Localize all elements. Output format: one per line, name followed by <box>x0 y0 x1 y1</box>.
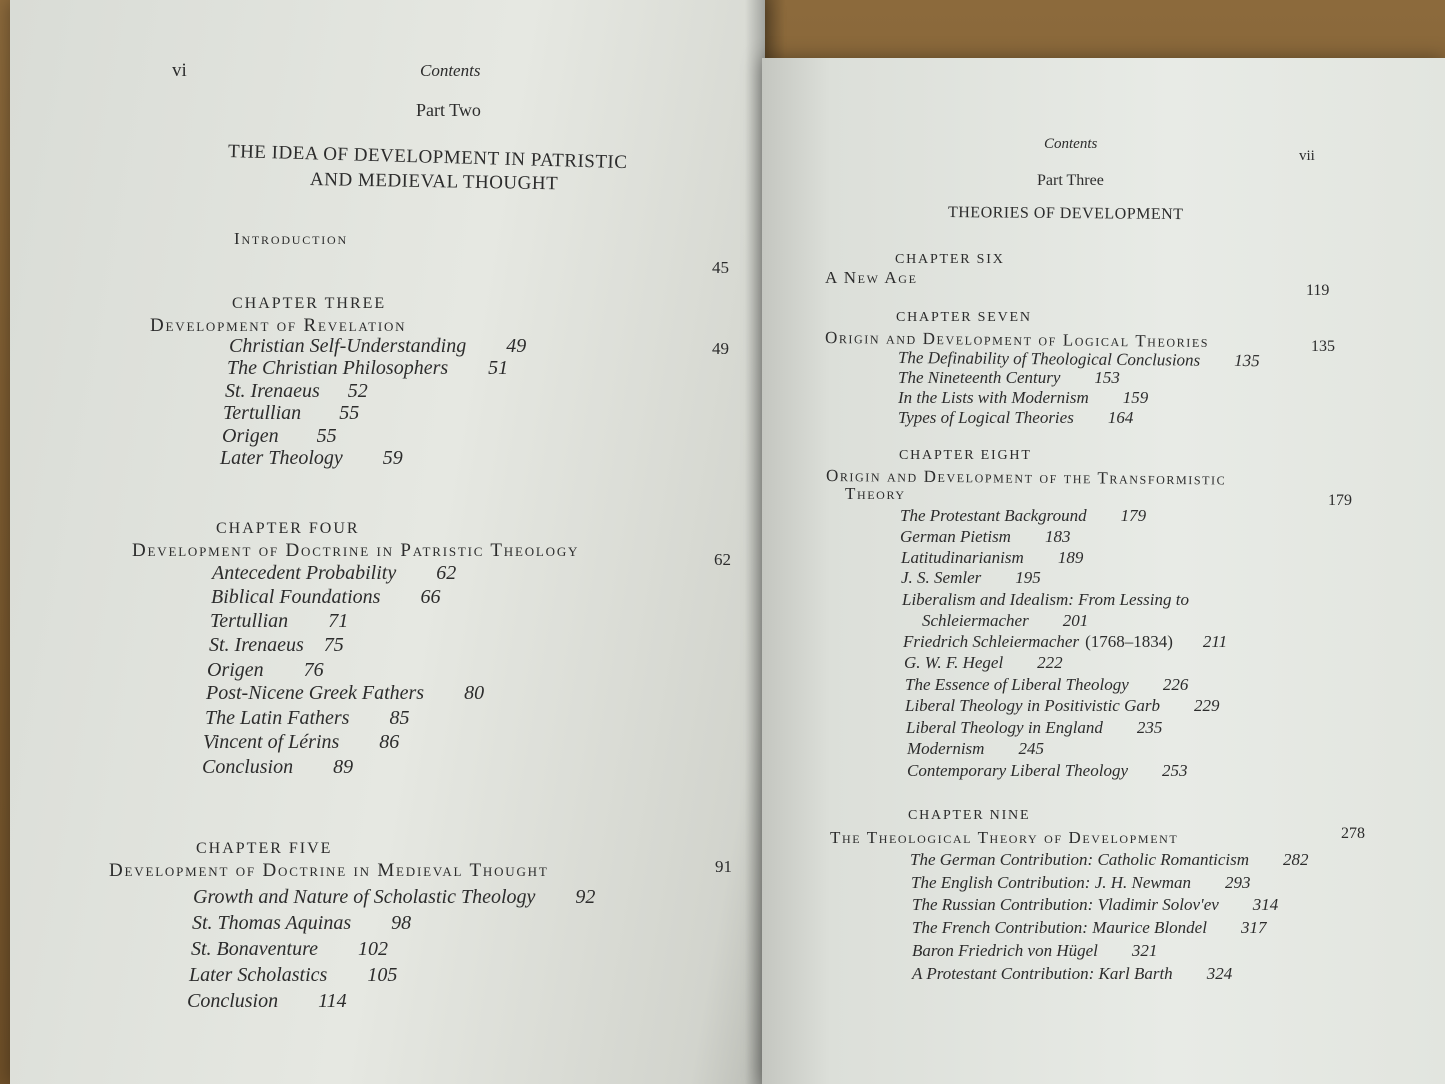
entry-page: 80 <box>464 682 485 704</box>
entry-title: The Nineteenth Century <box>898 368 1061 387</box>
chapter-page: 62 <box>714 550 731 569</box>
entry-page: 51 <box>488 357 509 379</box>
entry-title: In the Lists with Modernism <box>898 388 1089 407</box>
toc-entry <box>212 562 456 585</box>
entry-page: 86 <box>379 731 400 753</box>
chapter-label: CHAPTER FIVE <box>196 840 333 857</box>
entry-page: 324 <box>1206 964 1233 983</box>
toc-entry <box>229 335 526 358</box>
entry-page: 195 <box>1015 568 1041 587</box>
toc-entry-continuation <box>922 611 1088 631</box>
chapter-label: CHAPTER SEVEN <box>896 310 1032 325</box>
entry-page: 98 <box>391 912 412 934</box>
entry-title: A Protestant Contribution: Karl Barth <box>912 964 1173 983</box>
chapter-label: CHAPTER NINE <box>908 808 1031 823</box>
entry-page: 317 <box>1240 918 1267 937</box>
introduction-label: Introduction <box>234 229 348 248</box>
chapter-label: CHAPTER FOUR <box>216 520 360 537</box>
entry-page: 314 <box>1252 895 1279 914</box>
entry-title: The Essence of Liberal Theology <box>905 675 1129 694</box>
toc-entry <box>907 761 1188 781</box>
entry-page: 62 <box>436 562 457 584</box>
part-title-line1: THE IDEA OF DEVELOPMENT IN PATRISTIC <box>227 141 628 174</box>
entry-title: Conclusion <box>202 756 294 778</box>
entry-title: The Latin Fathers <box>205 707 350 729</box>
entry-title: Biblical Foundations <box>211 586 381 608</box>
entry-title: Tertullian <box>223 402 302 424</box>
entry-page: 92 <box>575 886 596 908</box>
entry-page: 211 <box>1202 632 1228 651</box>
entry-title: Post-Nicene Greek Fathers <box>206 682 425 704</box>
toc-entry <box>202 756 353 779</box>
entry-title: Vincent of Lérins <box>203 731 340 753</box>
right-page <box>762 58 1445 1084</box>
toc-entry <box>900 527 1070 547</box>
chapter-title: The Theological Theory of Development <box>830 828 1179 847</box>
entry-page: 226 <box>1162 675 1189 694</box>
toc-entry <box>902 590 1189 610</box>
introduction-page: 45 <box>712 258 729 277</box>
entry-page: 102 <box>358 938 389 960</box>
toc-entry <box>912 895 1278 915</box>
toc-entry <box>906 718 1162 738</box>
entry-page: 52 <box>347 380 368 402</box>
entry-title: The Russian Contribution: Vladimir Solov'ev <box>912 895 1219 914</box>
chapter-page: 49 <box>712 339 729 358</box>
part-title-line2: AND MEDIEVAL THOUGHT <box>309 169 559 195</box>
chapter-title: Development of Doctrine in Patristic Theology <box>132 540 580 561</box>
entry-title: Types of Logical Theories <box>898 408 1074 427</box>
entry-title: G. W. F. Hegel <box>904 653 1004 672</box>
entry-title: Later Scholastics <box>189 964 328 986</box>
toc-entry <box>206 682 484 705</box>
toc-entry <box>223 402 359 425</box>
chapter-page: 135 <box>1311 338 1335 355</box>
entry-title: Origen <box>222 425 279 447</box>
toc-entry <box>211 586 440 609</box>
part-label: Part Two <box>416 100 481 120</box>
entry-title: Baron Friedrich von Hügel <box>912 941 1098 960</box>
toc-entry <box>210 610 348 633</box>
chapter-title: Development of Doctrine in Medieval Thought <box>109 860 549 881</box>
entry-title: Tertullian <box>210 610 289 632</box>
toc-entry <box>209 634 344 657</box>
toc-entry <box>911 873 1251 893</box>
chapter-title-line1: Origin and Development of the Transformistic <box>825 466 1227 489</box>
entry-page: 89 <box>333 756 354 778</box>
entry-page: 55 <box>339 402 360 424</box>
entry-page: 189 <box>1057 548 1084 567</box>
entry-title: St. Irenaeus <box>225 380 320 402</box>
toc-entry <box>905 675 1188 695</box>
entry-page: 49 <box>506 335 527 357</box>
entry-page: 153 <box>1094 368 1120 387</box>
chapter-label: CHAPTER EIGHT <box>899 448 1032 463</box>
toc-entry <box>207 659 324 682</box>
entry-title: St. Bonaventure <box>191 938 319 960</box>
entry-dates: (1768–1834) <box>1085 632 1173 651</box>
entry-page: 183 <box>1044 527 1071 546</box>
toc-entry <box>192 912 411 935</box>
entry-title: The Protestant Background <box>900 506 1087 525</box>
part-title: THEORIES OF DEVELOPMENT <box>947 204 1184 224</box>
toc-entry <box>898 408 1133 428</box>
entry-title: St. Thomas Aquinas <box>192 912 352 934</box>
entry-title: Conclusion <box>187 990 279 1012</box>
toc-entry <box>912 918 1266 938</box>
toc-entry <box>189 964 397 987</box>
toc-entry <box>901 548 1083 568</box>
entry-page: 159 <box>1122 388 1149 407</box>
entry-title: Modernism <box>907 739 985 758</box>
entry-page: 114 <box>318 990 347 1012</box>
entry-page: 75 <box>323 634 344 656</box>
toc-entry <box>205 707 409 730</box>
left-page <box>10 0 765 1084</box>
toc-entry <box>900 506 1146 526</box>
chapter-label: CHAPTER THREE <box>232 295 387 312</box>
toc-entry <box>898 368 1120 388</box>
toc-entry <box>222 425 337 448</box>
toc-entry <box>903 632 1227 652</box>
entry-title: The French Contribution: Maurice Blondel <box>912 918 1207 937</box>
toc-entry <box>904 653 1063 673</box>
entry-page: 293 <box>1225 873 1251 892</box>
toc-entry <box>220 447 403 470</box>
toc-entry <box>898 388 1148 408</box>
toc-entry <box>907 739 1044 759</box>
page-number: vii <box>1299 148 1315 164</box>
toc-entry <box>225 380 368 403</box>
entry-page: 235 <box>1136 718 1163 737</box>
entry-page: 321 <box>1131 941 1158 960</box>
entry-title: St. Irenaeus <box>209 634 304 656</box>
entry-title-line2: Schleiermacher <box>922 611 1029 630</box>
entry-page: 55 <box>316 425 337 447</box>
running-head: Contents <box>420 61 481 80</box>
entry-page: 229 <box>1194 696 1220 715</box>
toc-entry <box>227 357 508 380</box>
entry-page: 66 <box>420 586 441 608</box>
chapter-page: 278 <box>1341 825 1365 842</box>
entry-page: 179 <box>1120 506 1147 525</box>
entry-page: 71 <box>328 610 349 632</box>
chapter-title: A New Age <box>825 268 918 287</box>
entry-page: 282 <box>1283 850 1309 869</box>
toc-entry <box>193 886 595 909</box>
entry-page: 85 <box>389 707 410 729</box>
entry-page: 105 <box>367 964 398 986</box>
entry-page: 245 <box>1018 739 1044 758</box>
entry-title: Antecedent Probability <box>212 562 397 584</box>
chapter-page: 91 <box>715 857 732 876</box>
running-head: Contents <box>1044 136 1098 152</box>
entry-title: Friedrich Schleiermacher <box>903 632 1080 651</box>
toc-entry <box>912 941 1157 961</box>
entry-page: 253 <box>1162 761 1188 780</box>
entry-title: The English Contribution: J. H. Newman <box>911 873 1192 892</box>
page-number: vi <box>172 60 187 81</box>
entry-title: Origen <box>207 659 264 681</box>
chapter-title: Origin and Development of Logical Theories <box>824 328 1210 352</box>
toc-entry <box>191 938 388 961</box>
entry-title: J. S. Semler <box>901 568 982 587</box>
entry-page: 135 <box>1234 350 1260 371</box>
chapter-title: Development of Revelation <box>150 315 407 336</box>
entry-page: 201 <box>1062 611 1089 630</box>
entry-title: German Pietism <box>900 527 1011 546</box>
entry-title: Liberal Theology in England <box>906 718 1103 737</box>
toc-entry <box>912 964 1232 984</box>
toc-entry <box>910 850 1309 870</box>
entry-title: Growth and Nature of Scholastic Theology <box>193 886 536 908</box>
entry-title: The German Contribution: Catholic Romanticism <box>910 850 1250 869</box>
toc-entry <box>905 696 1220 716</box>
entry-page: 164 <box>1107 408 1134 427</box>
toc-entry <box>187 990 347 1013</box>
entry-title: Liberal Theology in Positivistic Garb <box>905 696 1160 715</box>
chapter-label: CHAPTER SIX <box>895 252 1005 267</box>
entry-title: The Christian Philosophers <box>227 357 449 379</box>
chapter-page: 119 <box>1306 282 1330 299</box>
toc-entry <box>203 731 399 754</box>
chapter-title-line2: Theory <box>845 484 906 503</box>
part-label: Part Three <box>1037 172 1104 189</box>
entry-title: The Definability of Theological Conclusions <box>897 348 1201 370</box>
entry-title-line1: Liberalism and Idealism: From Lessing to <box>902 590 1189 609</box>
toc-entry <box>901 568 1041 588</box>
chapter-page: 179 <box>1328 492 1352 509</box>
entry-title: Later Theology <box>220 447 343 469</box>
entry-title: Contemporary Liberal Theology <box>907 761 1128 780</box>
entry-title: Christian Self-Understanding <box>229 335 467 357</box>
entry-page: 222 <box>1037 653 1063 672</box>
entry-page: 59 <box>382 447 403 469</box>
entry-page: 76 <box>303 659 324 681</box>
entry-title: Latitudinarianism <box>901 548 1024 567</box>
